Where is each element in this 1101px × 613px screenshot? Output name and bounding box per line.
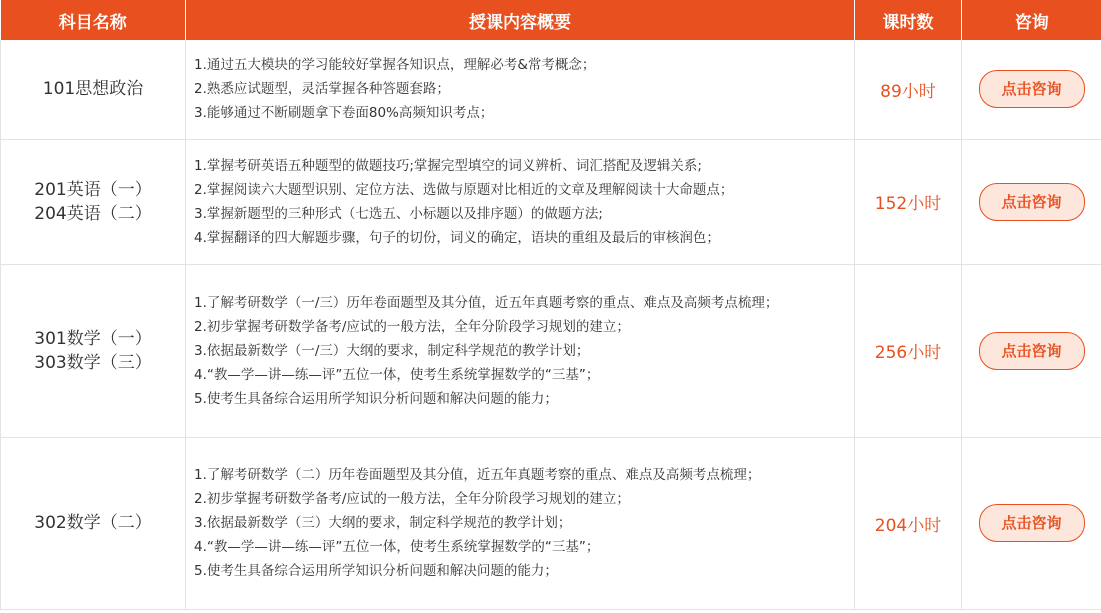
summary-line: 5.使考生具备综合运用所学知识分析问题和解决问题的能力；	[194, 390, 558, 407]
summary-line: 1.掌握考研英语五种题型的做题技巧;掌握完型填空的词义辨析、词汇搭配及逻辑关系;	[194, 157, 702, 174]
summary-line: 5.使考生具备综合运用所学知识分析问题和解决问题的能力；	[194, 563, 558, 579]
subject-name: 201英语（一）	[34, 179, 152, 200]
consult-button[interactable]: 点击咨询	[979, 504, 1085, 542]
subject-name: 204英语（二）	[34, 203, 152, 224]
consult-button[interactable]: 点击咨询	[979, 70, 1085, 108]
consult-button[interactable]: 点击咨询	[979, 332, 1085, 370]
header-subject: 科目名称	[1, 0, 186, 40]
subject-name: 301数学（一）	[34, 328, 152, 349]
table-row	[1, 264, 1101, 437]
hours-cell: 204小时	[855, 437, 962, 609]
consult-cell	[962, 437, 1101, 609]
summary-cell	[186, 437, 855, 609]
hours-cell: 256小时	[855, 264, 962, 437]
consult-cell	[962, 264, 1101, 437]
subject-name: 303数学（三）	[34, 352, 152, 373]
table-row	[1, 139, 1101, 264]
summary-line: 2.初步掌握考研数学备考/应试的一般方法，全年分阶段学习规划的建立；	[194, 491, 630, 507]
summary-line: 3.依据最新数学（一/三）大纲的要求，制定科学规范的教学计划；	[194, 342, 590, 359]
summary-cell	[186, 139, 855, 264]
hours-cell: 152小时	[855, 139, 962, 264]
header-summary: 授课内容概要	[186, 0, 855, 40]
summary-line: 4.掌握翻译的四大解题步骤，句子的切份，词义的确定，语块的重组及最后的审核润色；	[194, 229, 720, 246]
header-hours: 课时数	[855, 0, 962, 40]
summary-cell	[186, 264, 855, 437]
subject-name: 101思想政治	[42, 79, 144, 100]
summary-line: 3.能够通过不断刷题拿下卷面80%高频知识考点；	[194, 105, 494, 122]
summary-line: 2.熟悉应试题型，灵活掌握各种答题套路；	[194, 81, 450, 98]
hours-cell: 89小时	[855, 40, 962, 139]
summary-line: 1.通过五大模块的学习能较好掌握各知识点，理解必考&常考概念；	[194, 57, 596, 74]
consult-cell	[962, 40, 1101, 139]
summary-line: 4.“教—学—讲—练—评”五位一体，使考生系统掌握数学的“三基”；	[194, 366, 600, 383]
summary-line: 3.依据最新数学（三）大纲的要求，制定科学规范的教学计划；	[194, 515, 572, 531]
summary-line: 1.了解考研数学（一/三）历年卷面题型及其分值，近五年真题考察的重点、难点及高频考点梳理；	[194, 294, 779, 311]
summary-line: 2.掌握阅读六大题型识别、定位方法、选做与原题对比相近的文章及理解阅读十大命题点；	[194, 181, 734, 198]
table-header-row	[1, 0, 1101, 40]
subject-cell	[1, 139, 186, 264]
summary-line: 2.初步掌握考研数学备考/应试的一般方法，全年分阶段学习规划的建立；	[194, 318, 630, 335]
summary-line: 1.了解考研数学（二）历年卷面题型及其分值，近五年真题考察的重点、难点及高频考点梳理；	[194, 467, 761, 483]
subject-name: 302数学（二）	[34, 513, 152, 533]
subject-cell	[1, 264, 186, 437]
consult-button[interactable]: 点击咨询	[979, 183, 1085, 221]
summary-line: 3.掌握新题型的三种形式（七选五、小标题以及排序题）的做题方法;	[194, 205, 603, 222]
consult-cell	[962, 139, 1101, 264]
subject-cell	[1, 437, 186, 609]
summary-line: 4.“教—学—讲—练—评”五位一体，使考生系统掌握数学的“三基”；	[194, 539, 600, 555]
table-row	[1, 40, 1101, 139]
header-consult: 咨询	[962, 0, 1101, 40]
table-row	[1, 437, 1101, 609]
subject-cell	[1, 40, 186, 139]
summary-cell	[186, 40, 855, 139]
